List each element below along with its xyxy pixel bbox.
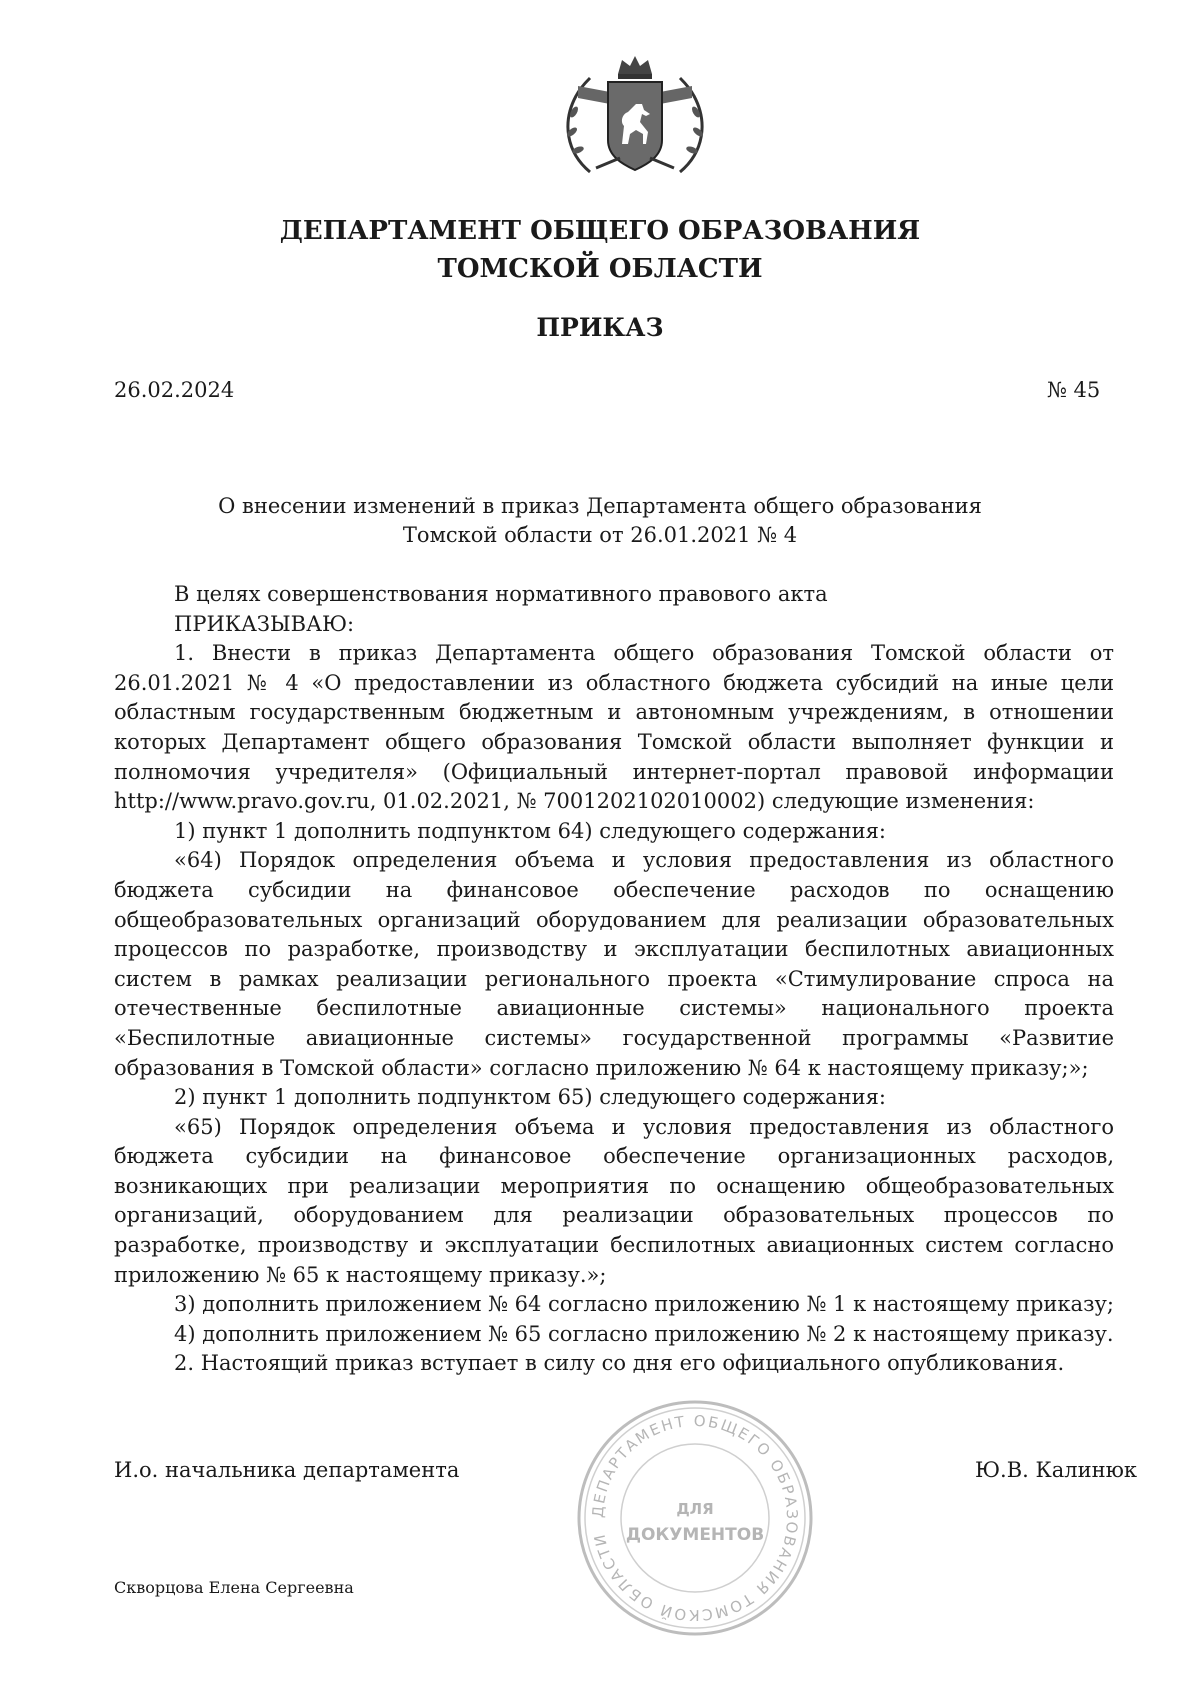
stamp-center-line-1: ДЛЯ — [676, 1500, 714, 1518]
signatory-name: Ю.В. Калинюк — [975, 1458, 1138, 1482]
document-subject — [170, 492, 1030, 550]
organization-name — [0, 212, 1200, 288]
organization-line-2: ТОМСКОЙ ОБЛАСТИ — [437, 254, 763, 284]
intro-paragraph: В целях совершенствования нормативного правового акта — [174, 582, 828, 606]
order-word: ПРИКАЗЫВАЮ: — [174, 611, 355, 636]
coat-of-arms-icon — [560, 52, 710, 180]
official-stamp — [575, 1398, 815, 1638]
item-1-1: 1) пункт 1 дополнить подпунктом 64) следующего содержания: — [174, 818, 886, 843]
organization-line-1: ДЕПАРТАМЕНТ ОБЩЕГО ОБРАЗОВАНИЯ — [279, 216, 921, 246]
item-1-3: 3) дополнить приложением № 64 согласно приложению № 1 к настоящему приказу; — [174, 1292, 1114, 1317]
subject-line-1: О внесении изменений в приказ Департамента общего образования — [218, 494, 982, 518]
stamp-ring-text: ДЕПАРТАМЕНТ ОБЩЕГО ОБРАЗОВАНИЯ ТОМСКОЙ ОБЛАСТИ — [588, 1411, 802, 1625]
subject-line-2: Томской области от 26.01.2021 № 4 — [402, 523, 798, 547]
document-date: 26.02.2024 — [114, 378, 235, 402]
item-2: 2. Настоящий приказ вступает в силу со дня его официального опубликования. — [174, 1351, 1065, 1376]
item-1-1-text: «64) Порядок определения объема и условия предоставления из областного бюджета субсидии на финансовое обеспечение расходов по оснащению общеобразовательных организаций оборудованием для реализации образовательных процессов по разработке, производству и эксплуатации беспилотных авиационных систем в рамках реализации регионального проекта «Стимулирование спроса на отечественные беспилотные авиационные системы» национального проекта «Беспилотные авиационные системы» государственной программы «Развитие образования в Томской области» согласно приложению № 64 к настоящему приказу;»; — [114, 848, 1114, 1080]
executor-name: Скворцова Елена Сергеевна — [114, 1578, 354, 1597]
document-type: ПРИКАЗ — [536, 313, 664, 342]
item-1: 1. Внести в приказ Департамента общего образования Томской области от 26.01.2021 № 4 «О предоставлении из областного бюджета субсидий на иные цели областным государственным бюджетным и автономным учреждениям, в отношении которых Департамент общего образования Томской области выполняет функции и полномочия учредителя» (Официальный интернет-портал правовой информации http://www.pravo.gov.ru, 01.02.2021, № 7001202102010002) следующие изменения: — [114, 641, 1114, 814]
stamp-center-line-2: ДОКУМЕНТОВ — [625, 1525, 765, 1545]
signatory-position: И.о. начальника департамента — [114, 1458, 460, 1482]
document-number: № 45 — [1047, 378, 1101, 402]
item-1-2-text: «65) Порядок определения объема и условия предоставления из областного бюджета субсидии на финансовое обеспечение организационных расходов, возникающих при реализации мероприятия по оснащению общеобразовательных организаций, оборудованием для реализации образовательных процессов по разработке, производству и эксплуатации беспилотных авиационных систем согласно приложению № 65 к настоящему приказу.»; — [114, 1114, 1114, 1287]
item-1-2: 2) пункт 1 дополнить подпунктом 65) следующего содержания: — [174, 1085, 886, 1110]
document-body — [114, 580, 1114, 1379]
item-1-4: 4) дополнить приложением № 65 согласно приложению № 2 к настоящему приказу. — [174, 1321, 1114, 1346]
